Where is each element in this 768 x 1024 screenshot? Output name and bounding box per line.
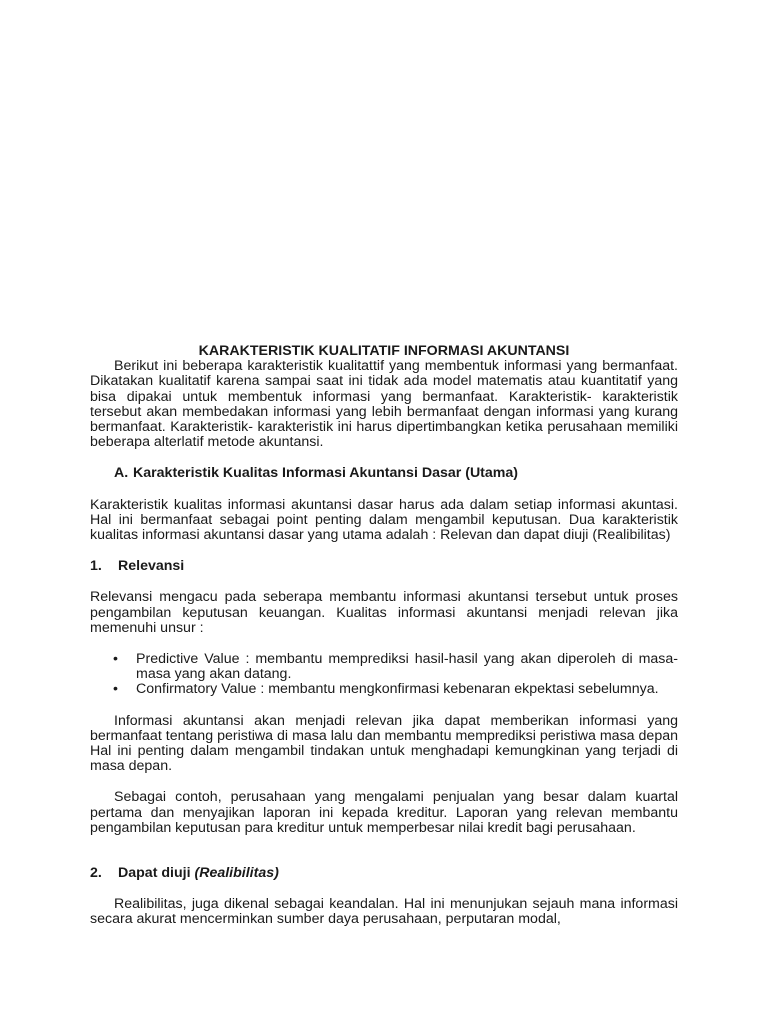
list-item <box>90 652 678 682</box>
section-a-title: Karakteristik Kualitas Informasi Akuntansi Dasar (Utama) <box>133 465 519 482</box>
bullet-icon: • <box>113 651 118 668</box>
realibilitas-heading <box>90 866 678 881</box>
intro-paragraph: Berikut ini beberapa karakteristik kualitattif yang membentuk informasi yang bermanfaat. Dikatakan kualitatif karena sampai saat ini tidak ada model matematis atau kuantitatif yang bisa dipakai untuk membentuk informasi yang bermanfaat. Karakteristik- karakteristik tersebut akan membedakan informasi yang lebih bermanfaat dengan informasi yang kurang bermanfaat. Karakteristik- karakteristik ini harus dipertimbangkan ketika perusahaan memiliki beberapa alterlatif metode akuntansi. <box>90 358 678 451</box>
relevansi-paragraph: Relevansi mengacu pada seberapa membantu informasi akuntansi tersebut untuk proses pengambilan keputusan keuangan. Kualitas informasi akuntansi menjadi relevan jika memenuhi unsur : <box>90 589 678 636</box>
relevansi-heading <box>90 559 678 574</box>
relevansi-bullet-list <box>90 652 678 698</box>
relevansi-paragraph-3: Sebagai contoh, perusahaan yang mengalami penjualan yang besar dalam kuartal pertama dan menyajikan laporan ini kepada kreditur. Laporan yang relevan membantu pengambilan keputusan para kreditur untuk memperbesar nilai kredit bagi perusahaan. <box>90 789 678 836</box>
realibilitas-title: Dapat diuji <box>118 865 191 882</box>
section-a-paragraph: Karakteristik kualitas informasi akuntansi dasar harus ada dalam setiap informasi akuntasi. Hal ini bermanfaat sebagai point penting dalam mengambil keputusan. Dua karakteristik kualitas informasi akuntansi dasar yang utama adalah : Relevan dan dapat diuji (Realibilitas) <box>90 496 678 544</box>
relevansi-title: Relevansi <box>118 558 185 575</box>
document-title: KARAKTERISTIK KUALITATIF INFORMASI AKUNTANSI <box>198 343 570 359</box>
relevansi-number: 1. <box>90 558 102 575</box>
bullet-icon: • <box>113 681 118 698</box>
bullet-text-predictive: Predictive Value : membantu memprediksi hasil-hasil yang akan diperoleh di masa-masa yang akan datang. <box>136 651 678 683</box>
document-page <box>90 344 678 928</box>
relevansi-paragraph-2: Informasi akuntansi akan menjadi relevan jika dapat memberikan informasi yang bermanfaat tentang peristiwa di masa lalu dan membantu memprediksi peristiwa masa depan Hal ini penting dalam mengambil tindakan untuk menghadapi kemungkinan yang terjadi di masa depan. <box>90 712 678 775</box>
realibilitas-number: 2. <box>90 865 102 882</box>
list-item <box>90 682 678 697</box>
bullet-text-confirmatory: Confirmatory Value : membantu mengkonfirmasi kebenaran ekpektasi sebelumnya. <box>136 681 659 698</box>
section-a-heading <box>90 466 678 481</box>
section-a-letter: A. <box>114 465 129 482</box>
realibilitas-paragraph: Realibilitas, juga dikenal sebagai keandalan. Hal ini menunjukan sejauh mana informasi secara akurat mencerminkan sumber daya perusahaan, perputaran modal, <box>90 896 678 928</box>
realibilitas-title-italic: (Realibilitas) <box>194 865 279 882</box>
